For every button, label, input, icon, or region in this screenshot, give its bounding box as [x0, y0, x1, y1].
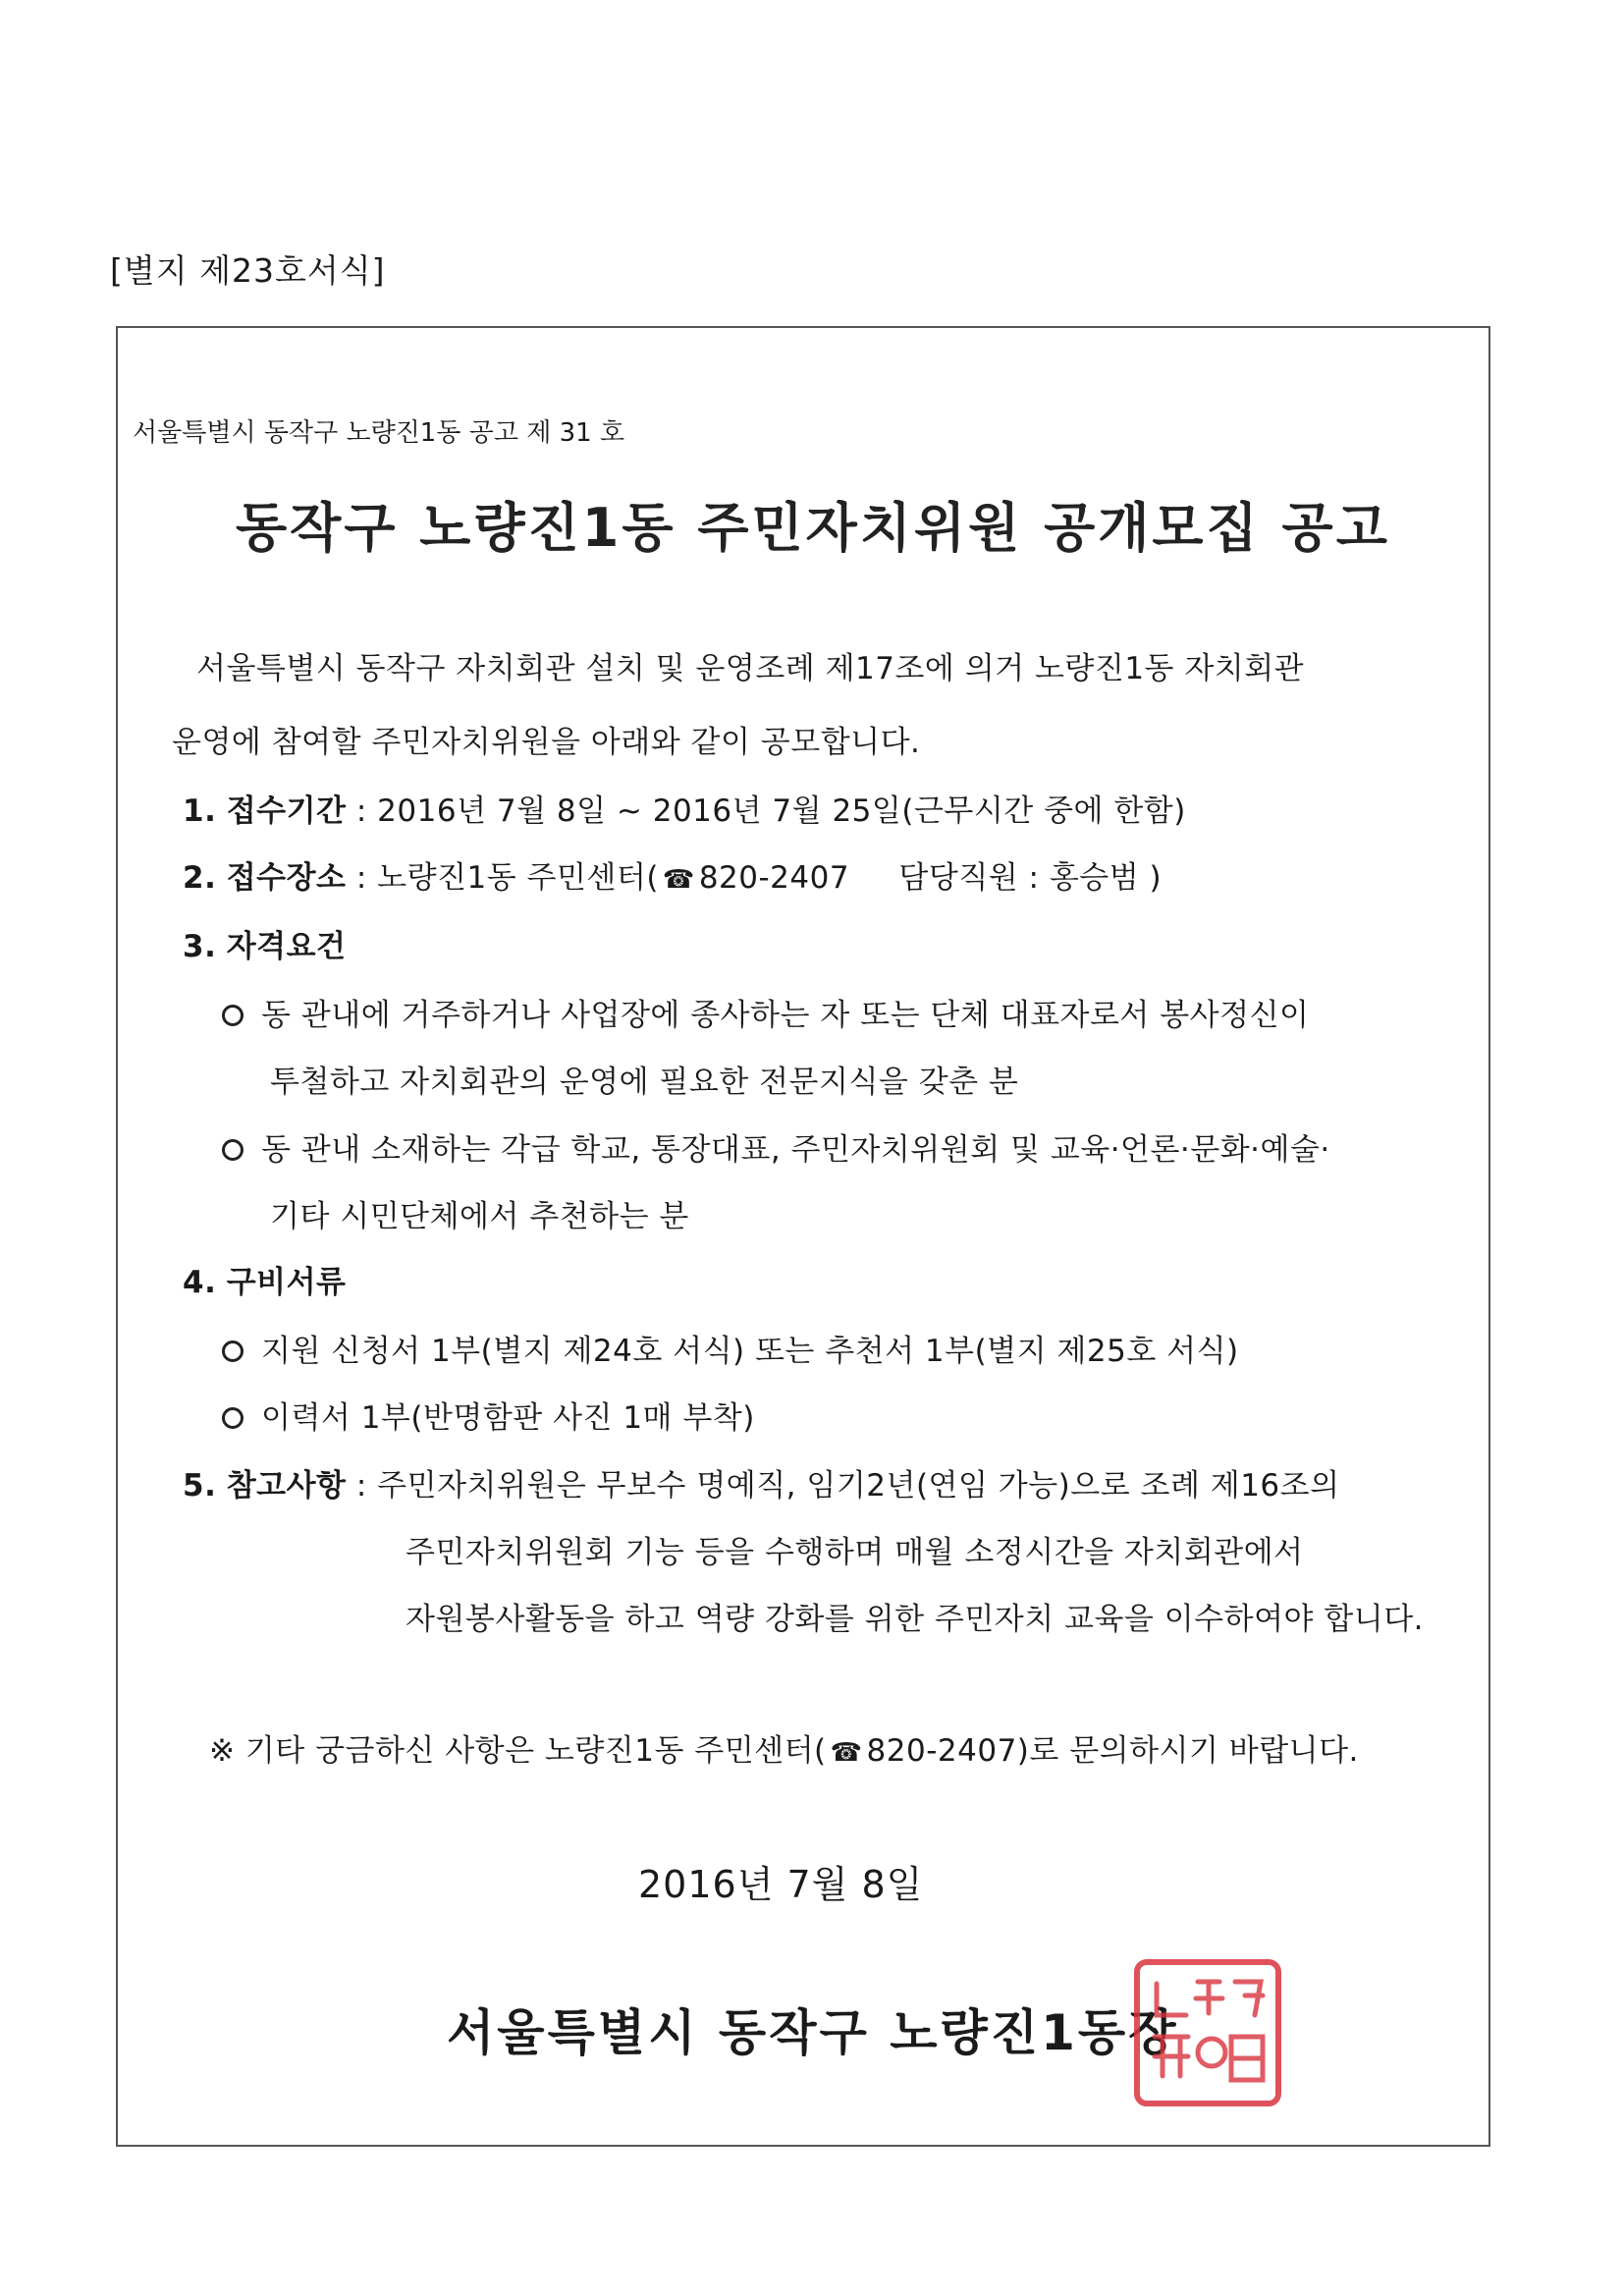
phone-icon: ☎ — [830, 1738, 863, 1768]
item-3 — [183, 921, 347, 965]
item-number: 4. — [183, 1265, 217, 1300]
item-number: 2. — [183, 860, 217, 896]
notice-date: 2016년 7월 8일 — [638, 1863, 924, 1906]
qualification-line: 동 관내에 거주하거나 사업장에 종사하는 자 또는 단체 대표자로서 봉사정신이 — [261, 998, 1310, 1033]
qualification-2 — [222, 1124, 1330, 1169]
qualification-1 — [222, 990, 1309, 1034]
item-label: 접수장소 — [226, 860, 347, 896]
circle-bullet-icon — [222, 1005, 243, 1026]
item-label: 접수기간 — [226, 793, 347, 829]
item-text: : 노량진1동 주민센터( — [355, 860, 659, 896]
document-line: 지원 신청서 1부(별지 제24호 서식) 또는 추천서 1부(별지 제25호 서식) — [261, 1334, 1239, 1369]
form-tag: [별지 제23호서식] — [110, 251, 386, 290]
item-text: : 주민자치위원은 무보수 명예직, 임기2년(연임 가능)으로 조례 제16조의 — [355, 1468, 1340, 1503]
circle-bullet-icon — [222, 1340, 243, 1362]
document-title: 동작구 노량진1동 주민자치위원 공개모집 공고 — [236, 497, 1390, 559]
item-1 — [183, 786, 1186, 830]
official-seal-icon — [1129, 1954, 1286, 2111]
footnote — [209, 1725, 1359, 1770]
circle-bullet-icon — [222, 1139, 243, 1161]
document-2 — [222, 1393, 755, 1437]
footnote-text: 820-2407)로 문의하시기 바랍니다. — [866, 1733, 1359, 1769]
circle-bullet-icon — [222, 1407, 243, 1429]
issuer-name: 서울특별시 동작구 노량진1동장 — [447, 2004, 1179, 2061]
item-5 — [183, 1460, 1340, 1504]
item-2 — [183, 852, 1162, 897]
item-4 — [183, 1257, 347, 1301]
intro-line-2: 운영에 참여할 주민자치위원을 아래와 같이 공모합니다. — [172, 725, 921, 760]
item-text: : 2016년 7월 8일 ~ 2016년 7월 25일(근무시간 중에 한함) — [355, 793, 1186, 829]
notice-number: 서울특별시 동작구 노량진1동 공고 제 31 호 — [133, 418, 625, 448]
document-line: 이력서 1부(반명함판 사진 1매 부착) — [261, 1400, 755, 1436]
item-number: 5. — [183, 1468, 217, 1503]
item-label: 구비서류 — [226, 1265, 347, 1300]
footnote-text: ※ 기타 궁금하신 사항은 노량진1동 주민센터( — [209, 1733, 827, 1769]
item-label: 자격요건 — [226, 929, 347, 964]
item-text: 담당직원 : 홍승범 ) — [898, 860, 1163, 896]
document-1 — [222, 1326, 1239, 1370]
intro-line-1: 서울특별시 동작구 자치회관 설치 및 운영조례 제17조에 의거 노량진1동 자치회관 — [196, 651, 1305, 686]
item-5-line-2: 주민자치위원회 기능 등을 수행하며 매월 소정시간을 자치회관에서 — [406, 1535, 1304, 1570]
qualification-line: 동 관내 소재하는 각급 학교, 통장대표, 주민자치위원회 및 교육·언론·문화·예술· — [261, 1132, 1330, 1168]
item-number: 3. — [183, 929, 217, 964]
item-label: 참고사항 — [226, 1468, 347, 1503]
qualification-1-cont: 투철하고 자치회관의 운영에 필요한 전문지식을 갖춘 분 — [270, 1065, 1019, 1100]
item-number: 1. — [183, 793, 217, 829]
phone-icon: ☎ — [662, 865, 695, 895]
item-5-line-3: 자원봉사활동을 하고 역량 강화를 위한 주민자치 교육을 이수하여야 합니다. — [406, 1602, 1425, 1637]
qualification-2-cont: 기타 시민단체에서 추천하는 분 — [270, 1199, 689, 1234]
phone-number: 820-2407 — [698, 860, 850, 896]
